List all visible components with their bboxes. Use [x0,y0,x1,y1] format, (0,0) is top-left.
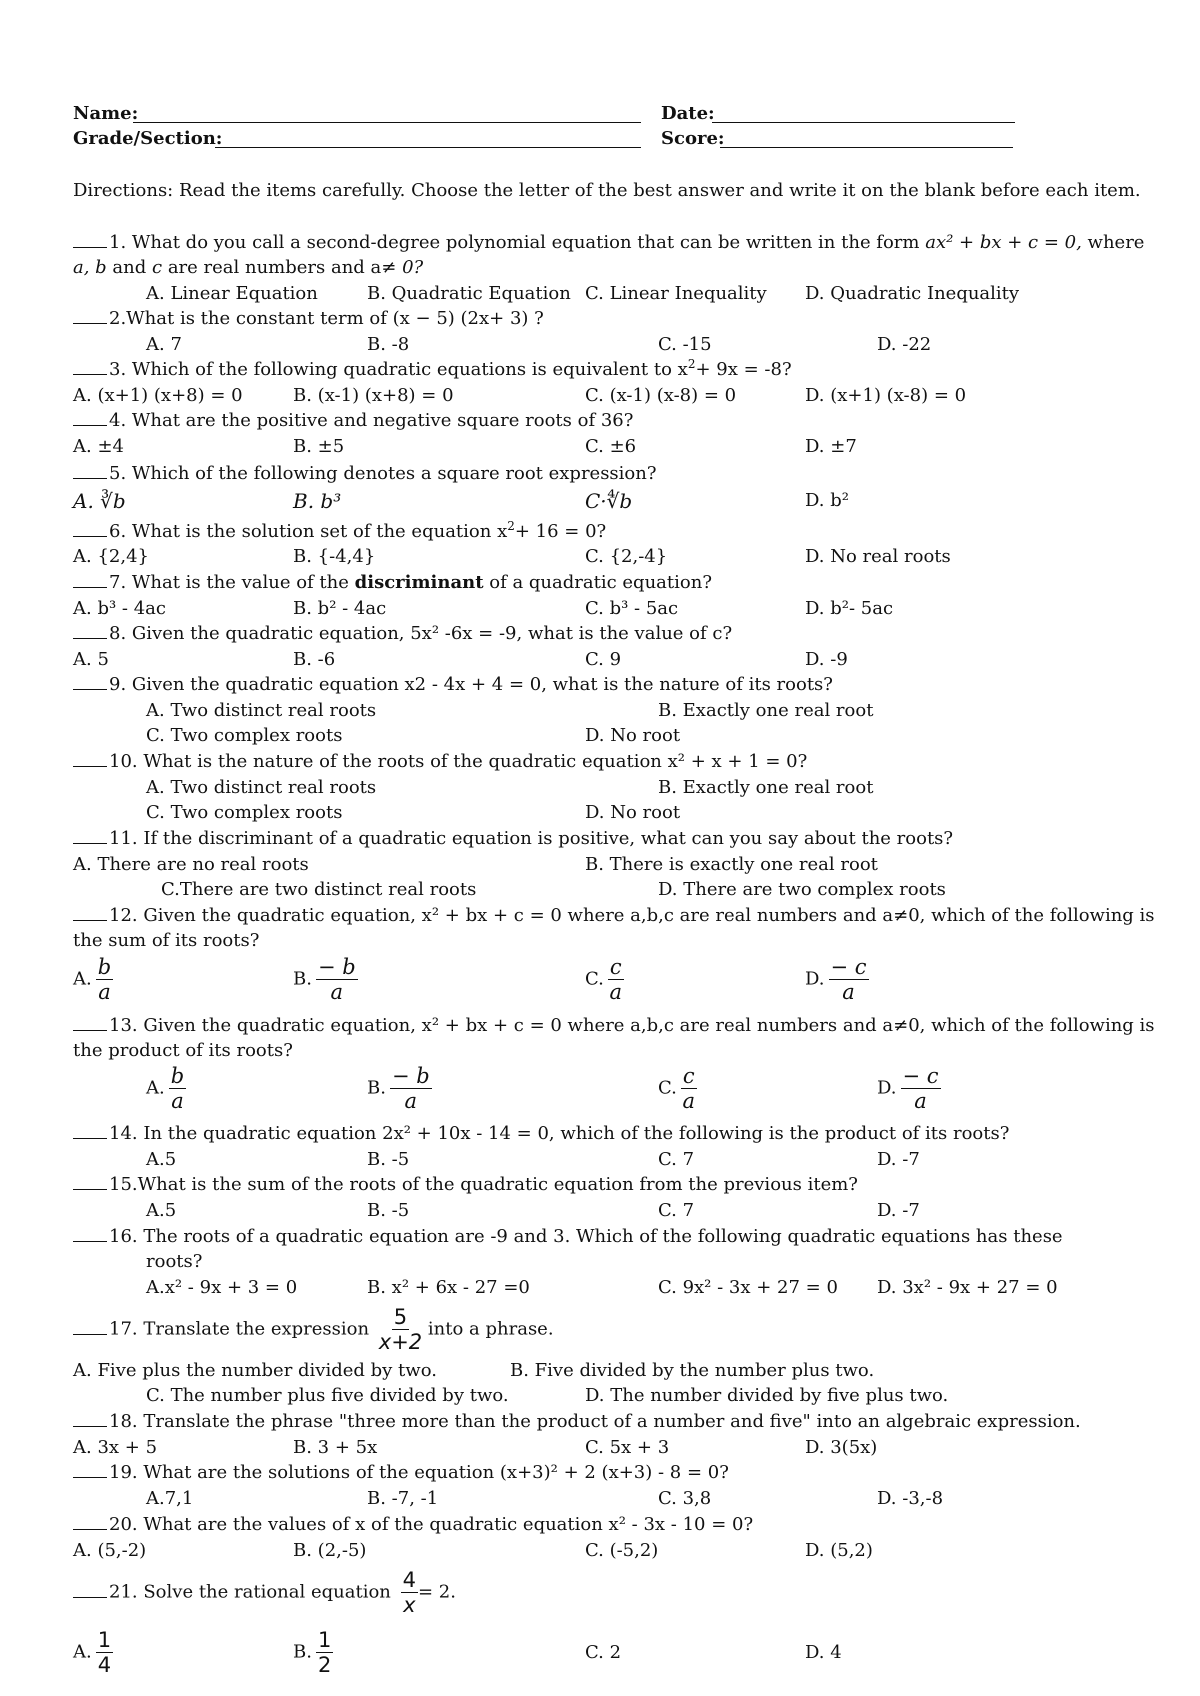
grade-section-field[interactable] [215,147,641,148]
option: A. (5,-2) [73,1540,147,1561]
option-fraction: D. $\frac{- c}{a}$ [805,955,867,1004]
option: D. ±7 [805,436,857,457]
question-21: 21. Solve the rational equation $\frac{4}{x}$ = 2. [73,1568,456,1617]
option: A. Two distinct real roots [146,777,377,798]
question-13-cont: the product of its roots? [73,1040,293,1061]
option: C. -15 [658,334,712,355]
option: A. ∛b [73,489,126,513]
option-fraction: B. $\frac{1}{2}$ [293,1628,332,1677]
option: D. b² [805,490,849,511]
answer-blank[interactable] [73,905,107,921]
option: C. 7 [658,1149,695,1170]
option: C.There are two distinct real roots [161,879,477,900]
option: B. -6 [293,649,336,670]
option: D. The number divided by five plus two. [585,1385,949,1406]
option: B. -8 [367,334,410,355]
name-field[interactable] [133,122,641,123]
grade-section-label: Grade/Section: [73,128,223,149]
question-17: 17. Translate the expression $\frac{5}{x+2}$ into a phrase. [73,1305,554,1354]
question-3: 3. Which of the following quadratic equations is equivalent to $x^2+ 9x = -8$? [73,359,792,381]
option: B. (x-1) (x+8) = 0 [293,385,454,406]
option: A. 3x + 5 [73,1437,158,1458]
option: B. {-4,4} [293,546,376,567]
option: B. -7, -1 [367,1488,439,1509]
option: C. 3,8 [658,1488,712,1509]
option: C. 9x² - 3x + 27 = 0 [658,1277,838,1298]
option-fraction: C. $\frac{c}{a}$ [658,1064,695,1113]
answer-blank[interactable] [73,1319,107,1335]
answer-blank[interactable] [73,572,107,588]
question-11: 11. If the discriminant of a quadratic equation is positive, what can you say about the roots? [73,828,953,850]
answer-blank[interactable] [73,359,107,375]
answer-blank[interactable] [73,1582,107,1598]
option: A. 7 [146,334,182,355]
option: B. b² - 4ac [293,598,387,619]
option: C. Two complex roots [146,802,343,823]
option: A. Linear Equation [146,283,318,304]
option: C. ±6 [585,436,637,457]
option: C. Two complex roots [146,725,343,746]
answer-blank[interactable] [73,308,107,324]
question-13: 13. Given the quadratic equation, x² + bx + c = 0 where a,b,c are real numbers and a≠0, which of the following is [73,1015,1155,1037]
option: B. Five divided by the number plus two. [510,1360,875,1381]
question-12-cont: the sum of its roots? [73,930,260,951]
option: D. -7 [877,1149,920,1170]
answer-blank[interactable] [73,828,107,844]
question-1: 1. What do you call a second-degree polynomial equation that can be written in the form ax² + bx + c = 0, where [73,232,1144,254]
option: B. x² + 6x - 27 =0 [367,1277,530,1298]
option: C. Linear Inequality [585,283,767,304]
option-fraction: D. $\frac{- c}{a}$ [877,1064,939,1113]
option: D. 3(5x) [805,1437,878,1458]
option: C. The number plus five divided by two. [146,1385,509,1406]
question-5: 5. Which of the following denotes a square root expression? [73,463,657,485]
question-14: 14. In the quadratic equation 2x² + 10x - 14 = 0, which of the following is the product of its roots? [73,1123,1009,1145]
name-label: Name: [73,103,139,124]
answer-blank[interactable] [73,463,107,479]
option: C. (x-1) (x-8) = 0 [585,385,737,406]
question-9: 9. Given the quadratic equation x2 - 4x + 4 = 0, what is the nature of its roots? [73,674,833,696]
question-19: 19. What are the solutions of the equation (x+3)² + 2 (x+3) - 8 = 0? [73,1462,729,1484]
option: A. {2,4} [73,546,149,567]
question-10: 10. What is the nature of the roots of the quadratic equation x² + x + 1 = 0? [73,751,807,773]
answer-blank[interactable] [73,751,107,767]
option: C. 2 [585,1642,622,1663]
question-6: 6. What is the solution set of the equation $x^2+ 16 = 0$? [73,521,606,543]
option-fraction: A. $\frac{b}{a}$ [146,1064,185,1113]
option: B. -5 [367,1149,410,1170]
option: D. No root [585,725,681,746]
answer-blank[interactable] [73,410,107,426]
option: B. There is exactly one real root [585,854,878,875]
question-4: 4. What are the positive and negative square roots of 36? [73,410,633,432]
option: A.7,1 [146,1488,194,1509]
option: A. b³ - 4ac [73,598,166,619]
option: D. Quadratic Inequality [805,283,1020,304]
question-8: 8. Given the quadratic equation, 5x² -6x = -9, what is the value of c? [73,623,732,645]
question-7: 7. What is the value of the discriminant of a quadratic equation? [73,572,712,594]
option: C. 5x + 3 [585,1437,670,1458]
answer-blank[interactable] [73,623,107,639]
answer-blank[interactable] [73,1226,107,1242]
question-1-cont: a, b and c are real numbers and a≠ 0? [73,257,424,278]
date-label: Date: [661,103,715,124]
score-field[interactable] [720,147,1013,148]
answer-blank[interactable] [73,1015,107,1031]
question-18: 18. Translate the phrase "three more than the product of a number and five" into an algebraic expression. [73,1411,1081,1433]
option: D. (x+1) (x-8) = 0 [805,385,967,406]
question-16-cont: roots? [146,1251,203,1272]
option: D. 3x² - 9x + 27 = 0 [877,1277,1058,1298]
option-fraction: A. $\frac{1}{4}$ [73,1628,112,1677]
option: D. No real roots [805,546,951,567]
option: B. Exactly one real root [658,700,874,721]
option-fraction: B. $\frac{- b}{a}$ [367,1064,430,1113]
option: A. 5 [73,649,109,670]
option: A.x² - 9x + 3 = 0 [146,1277,298,1298]
option: D. -7 [877,1200,920,1221]
option: C·∜b [585,489,633,513]
answer-blank[interactable] [73,1514,107,1530]
option: C. {2,-4} [585,546,668,567]
date-field[interactable] [712,122,1015,123]
answer-blank[interactable] [73,1174,107,1190]
option: B. (2,-5) [293,1540,367,1561]
option-fraction: C. $\frac{c}{a}$ [585,955,622,1004]
option: B. Exactly one real root [658,777,874,798]
option: B. 3 + 5x [293,1437,378,1458]
option: D. -3,-8 [877,1488,944,1509]
answer-blank[interactable] [73,1411,107,1427]
option: C. b³ - 5ac [585,598,679,619]
answer-blank[interactable] [73,232,107,248]
option-fraction: A. $\frac{b}{a}$ [73,955,112,1004]
question-2: 2.What is the constant term of (x − 5) (2x+ 3) ? [73,308,544,330]
option: A. ±4 [73,436,124,457]
option: B. -5 [367,1200,410,1221]
question-20: 20. What are the values of x of the quadratic equation x² - 3x - 10 = 0? [73,1514,753,1536]
option: C. (-5,2) [585,1540,659,1561]
answer-blank[interactable] [73,521,107,537]
option: D. 4 [805,1642,842,1663]
option: D. -22 [877,334,932,355]
question-12: 12. Given the quadratic equation, x² + bx + c = 0 where a,b,c are real numbers and a≠0, which of the following is [73,905,1155,927]
option: D. b²- 5ac [805,598,894,619]
option: A. Two distinct real roots [146,700,377,721]
option: B. ±5 [293,436,345,457]
score-label: Score: [661,128,725,149]
option: A.5 [146,1149,177,1170]
option: D. No root [585,802,681,823]
option-fraction: B. $\frac{- b}{a}$ [293,955,356,1004]
answer-blank[interactable] [73,1462,107,1478]
option: A. Five plus the number divided by two. [73,1360,437,1381]
answer-blank[interactable] [73,674,107,690]
option: C. 9 [585,649,622,670]
option: D. (5,2) [805,1540,873,1561]
directions: Directions: Read the items carefully. Choose the letter of the best answer and write it on the blank before each item. [73,180,1141,201]
answer-blank[interactable] [73,1123,107,1139]
option: D. -9 [805,649,848,670]
question-16: 16. The roots of a quadratic equation are -9 and 3. Which of the following quadratic equations has these [73,1226,1063,1248]
question-15: 15.What is the sum of the roots of the quadratic equation from the previous item? [73,1174,858,1196]
option: D. There are two complex roots [658,879,946,900]
option: A.5 [146,1200,177,1221]
option: A. There are no real roots [73,854,309,875]
option: B. Quadratic Equation [367,283,571,304]
option: C. 7 [658,1200,695,1221]
option: A. (x+1) (x+8) = 0 [73,385,243,406]
option: B. b³ [293,489,342,513]
